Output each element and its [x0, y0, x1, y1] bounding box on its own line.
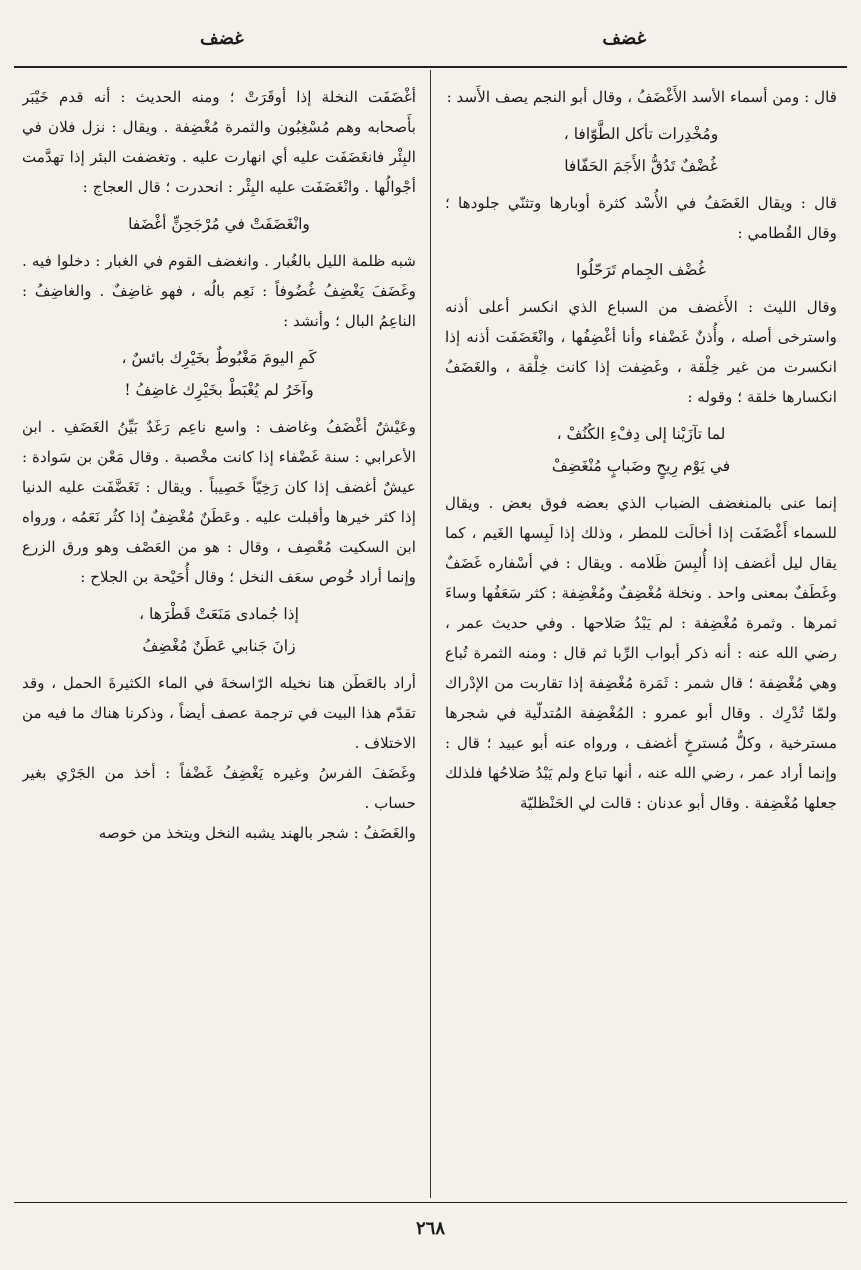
verse-block	[445, 254, 837, 286]
right-column	[445, 82, 837, 1197]
verse-line: ومُخْدِرات تأكل الطَّوّافا ،	[563, 125, 719, 143]
top-rule	[14, 66, 847, 68]
paragraph: أغْضَفَت النخلة إذا أوقَرَتْ ؛ ومنه الحديث : أنه قدم خَيْبَر بأَصحابه وهم مُسْغِبُون والثمرة مُغْضِفة . ويقال : نزل فلان في البِئْر فانغَضَفَت عليه أي انهارت عليه . وتغضفت البئر إذا تهدَّمت أجْوالُها . وانْغَضَفَت عليه البِئْر : انحدرت ؛ قال العجاج :	[22, 88, 416, 196]
paragraph: قال : ومن أسماء الأسد الأَغْضَفُ ، وقال أبو النجم يصف الأَسد :	[446, 88, 837, 106]
paragraph: وعَيْشٌ أغْضَفُ وغاضف : واسع ناعِم رَغَدٌ بَيِّنُ الغَضَفِ . ابن الأعرابي : سنة غَضْفاء إذا كانت مخْصبة . وقال مَعْن بن سَوادة : عيشٌ أغضف إذا كان رَخِيّاً خَصِيباً . ويقال : تَغَضَّفَت عليه الدنيا إذا كثر خيرها وأقبلت عليه . وعَطَنٌ مُغْضِفٌ إذا كثُر نَعَمُه ، ورواه ابن السكيت مُعْصِف ، وقال : هو من العَصْف وهو ورق الزرع وإنما أراد خُوص سعَف النخل ؛ وقال أُحَيْحة بن الجلاح :	[22, 418, 416, 586]
verse-block	[22, 342, 416, 406]
verse-line: إذا جُمادى مَنَعَتْ قَطْرَها ،	[139, 605, 299, 623]
running-header-left: غضف	[200, 28, 244, 49]
paragraph: إنما عنى بالمنغضف الضباب الذي بعضه فوق بعض . ويقال للسماء أَغْضَفَت إذا أخالَت للمطر ، وذلك إذا لَبِسها الغَيم ، كما يقال ليل أغضف إذا أُلبِسَ ظَلامه . ويقال : في أسْفاره غَضَفٌ وغَطَفٌ بمعنى واحد . ونخلة مُغْضِفٌ ومُغْضِفة : كثر سَعَفُها وساءَ ثمرها . وثمرة مُغْضِفة : لم يَبْدُ صَلاحها . وفي حديث عمر ، رضي الله عنه : أنه ذكر أبواب الرِّبا ثم قال : ومنه الثمرة تُباع وهي مُغْضِفة ؛ قال شمر : ثَمَرة مُغْضِفة إذا تقاربت من الإدْراك ولمّا تُدْرِك . وقال أبو عمرو : المُغْضِفة المُتدلّية في شجرها مسترخية ، وكلُّ مُسترخٍ أغضف ، ورواه عنه أبو عبيد ؛ قال : وإنما أراد عمر ، رضي الله عنه ، أنها تباع ولم يَبْدُ صَلاحُها فلذلك جعلها مُغْضِفة . وقال أبو عدنان : قالت لي الحَنْظليّة	[445, 494, 837, 812]
bottom-rule	[14, 1202, 847, 1203]
verse-line: غُضْف الجِمام تَرَحّلُوا	[576, 261, 706, 279]
verse-line: في يَوْم رِيحٍ وضَبابٍ مُنْغَضِفْ	[551, 457, 731, 475]
running-header-right: غضف	[602, 28, 646, 49]
page-number: ٢٦٨	[415, 1218, 445, 1239]
verse-line: زانَ جَنابي عَطَنٌ مُغْضِفُ	[142, 637, 296, 655]
verse-line: كَمِ اليومَ مَغْبُوطٌ بخَيْرِك بائسٌ ،	[121, 349, 317, 367]
paragraph: والغَضَفُ : شجر بالهند يشبه النخل ويتخذ من خوصه	[98, 824, 416, 842]
verse-block	[445, 118, 837, 182]
paragraph: قال : ويقال الغَضَفُ في الأُسْد كثرة أوبارها وتثنّي جلودها ؛ وقال القُطامي :	[445, 194, 837, 242]
verse-line: لما تآزَيْنا إلى دِفْءِ الكُنُفْ ،	[556, 425, 726, 443]
verse-line: غُضْفٌ تَدُقُّ الأَجَمَ الحَفّافا	[564, 157, 718, 175]
verse-line: وانْغَضَفَتْ في مُرْجَحِنٍّ أغْضَفا	[128, 215, 310, 233]
verse-block	[22, 208, 416, 240]
verse-block	[445, 418, 837, 482]
column-divider	[430, 70, 431, 1198]
left-column	[22, 82, 416, 1197]
verse-block	[22, 598, 416, 662]
paragraph: وغَضَفَ الفرسُ وغيره يَغْضِفُ غَضْفاً : أخذ من الجَرْي بغير حساب .	[22, 764, 416, 812]
verse-line: وآخَرُ لم يُغْبَطْ بخَيْرِك غاضِفُ !	[124, 381, 314, 399]
paragraph: أراد بالعَطَن هنا نخيله الرّاسخةَ في الماء الكثيرةَ الحمل ، وقد تقدّم هذا البيت في ترجمة عصف أيضاً ، وذكرنا هناك ما فيه من الاختلاف .	[22, 674, 416, 752]
paragraph: وقال الليث : الأَغضف من السباع الذي انكسر أعلى أذنه واسترخى أصله ، وأُذنٌ غَضْفاء وأنا أغْضِفُها ، وانْغَضَفَت أذنه إذا انكسرت من غير خِلْقة ، وغَضِفت إذا كانت خِلْقة ، والغَضَفُ انكسارها خلقة ؛ وقوله :	[445, 298, 837, 406]
paragraph: شبه ظلمة الليل بالغُبار . وانغضف القوم في الغبار : دخلوا فيه . وغَضَفَ يَغْضِفُ غُضُوفاً : نَعِم بالُه ، فهو غاضِفٌ . والغاضِفُ : الناعِمُ البال ؛ وأنشد :	[22, 252, 416, 330]
